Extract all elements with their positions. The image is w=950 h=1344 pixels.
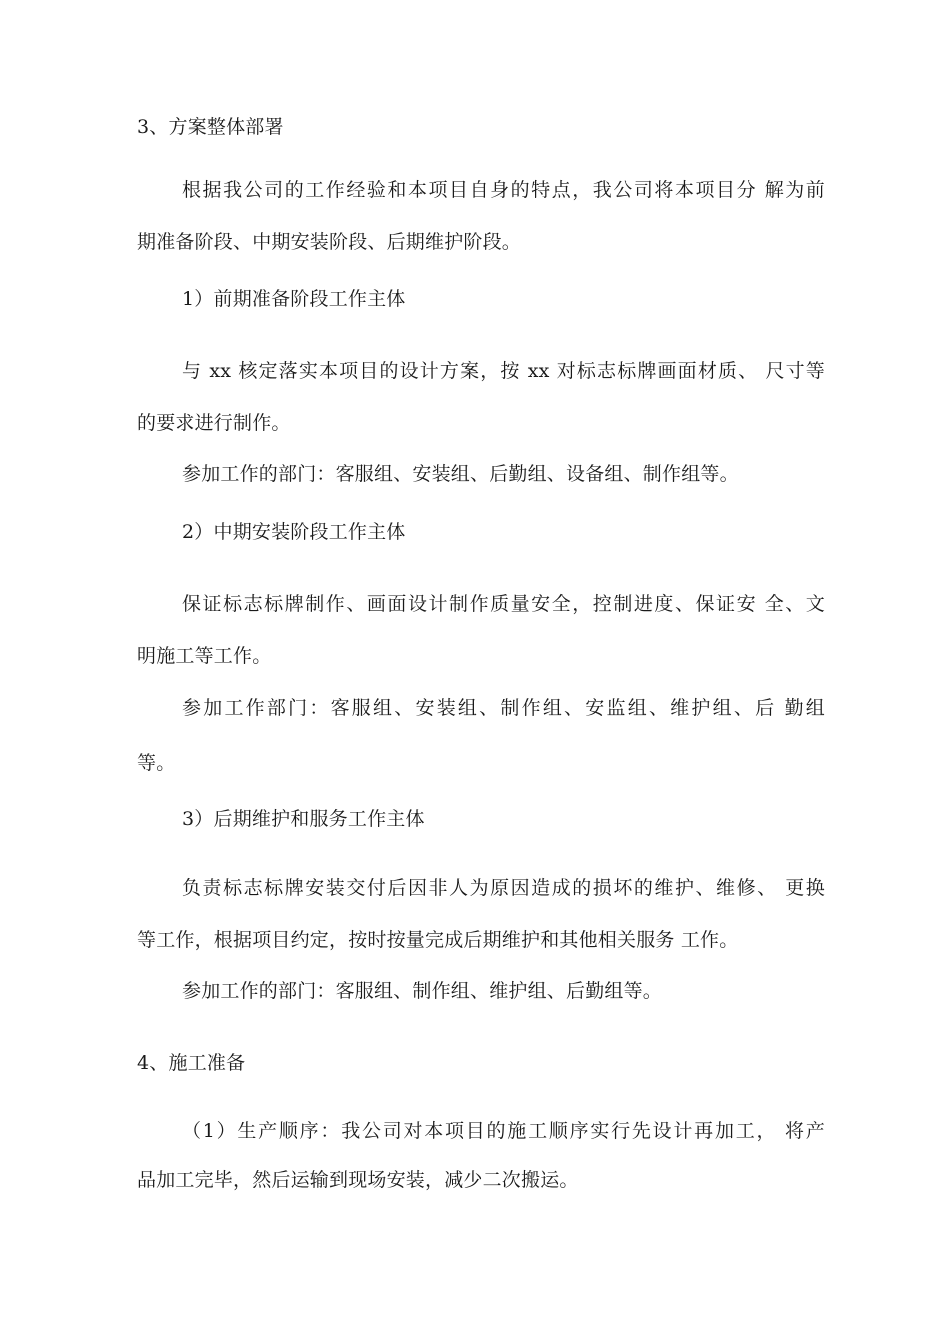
paragraph-line: 等。 <box>137 752 176 774</box>
paragraph-line: 参加工作部门：客服组、安装组、制作组、安监组、维护组、后 勤组 <box>182 697 825 719</box>
paragraph-line: 期准备阶段、中期安装阶段、后期维护阶段。 <box>137 231 522 253</box>
paragraph-line: 等工作，根据项目约定，按时按量完成后期维护和其他相关服务 工作。 <box>137 929 739 951</box>
subsection-heading-2: 2）中期安装阶段工作主体 <box>182 521 406 543</box>
paragraph-line: 与 xx 核定落实本项目的设计方案，按 xx 对标志标牌画面材质、 尺寸等 <box>182 360 825 382</box>
section-heading-3: 3、方案整体部署 <box>137 116 284 138</box>
paragraph-line: 参加工作的部门：客服组、安装组、后勤组、设备组、制作组等。 <box>182 463 739 485</box>
section-heading-4: 4、施工准备 <box>137 1052 246 1074</box>
paragraph-line: 负责标志标牌安装交付后因非人为原因造成的损坏的维护、维修、 更换 <box>182 877 825 899</box>
paragraph-line: 品加工完毕，然后运输到现场安装，减少二次搬运。 <box>137 1169 579 1191</box>
subsection-heading-1: 1）前期准备阶段工作主体 <box>182 288 406 310</box>
subsection-heading-3: 3）后期维护和服务工作主体 <box>182 808 425 830</box>
paragraph-line: 保证标志标牌制作、画面设计制作质量安全，控制进度、保证安 全、文 <box>182 593 825 615</box>
paragraph-line: （1）生产顺序：我公司对本项目的施工顺序实行先设计再加工， 将产 <box>182 1120 825 1142</box>
paragraph-line: 根据我公司的工作经验和本项目自身的特点，我公司将本项目分 解为前 <box>182 179 825 201</box>
paragraph-line: 明施工等工作。 <box>137 645 272 667</box>
paragraph-line: 的要求进行制作。 <box>137 412 291 434</box>
paragraph-line: 参加工作的部门：客服组、制作组、维护组、后勤组等。 <box>182 980 663 1002</box>
